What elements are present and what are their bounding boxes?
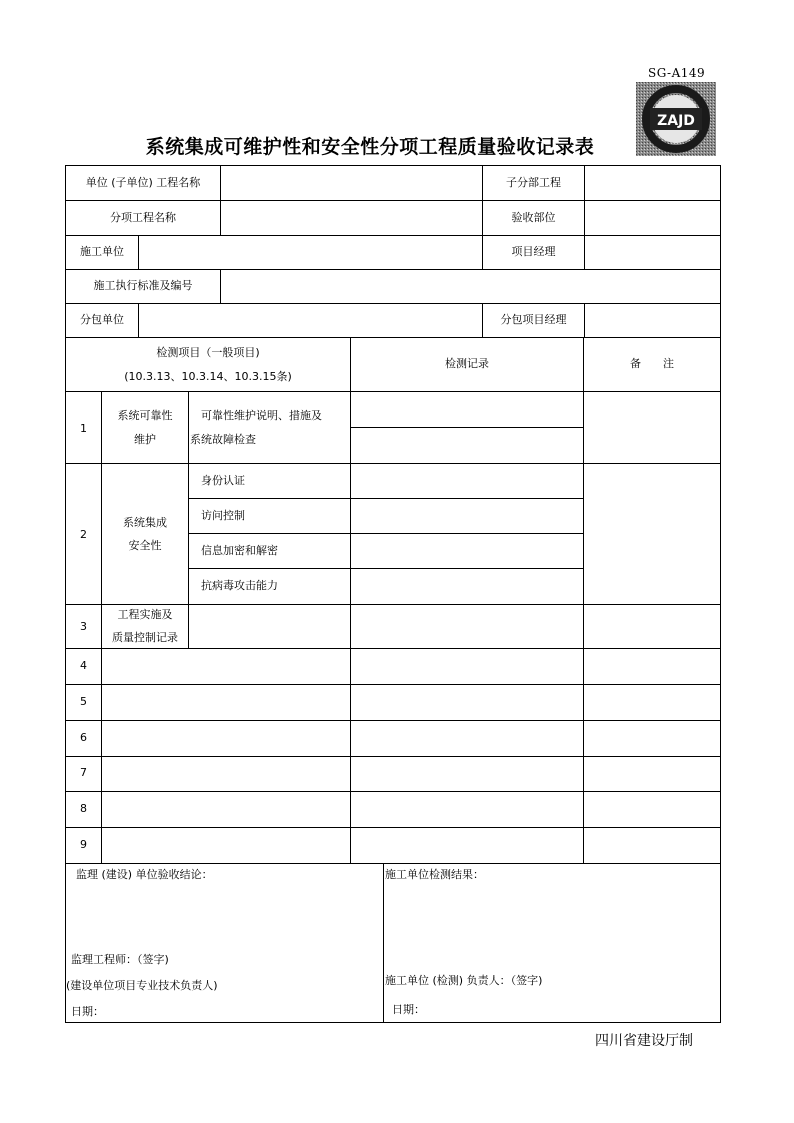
svg-text:ZAJD: ZAJD xyxy=(657,113,695,129)
construction-head-signature-label: 施工单位 (检测) 负责人：（签字) xyxy=(385,974,543,987)
row-number: 8 xyxy=(80,802,87,815)
supervisor-conclusion-title: 监理 (建设) 单位验收结论： xyxy=(76,868,213,881)
record-header: 检测记录 xyxy=(445,357,489,370)
row-number: 3 xyxy=(80,620,87,633)
sub-division-label: 子分部工程 xyxy=(506,176,561,189)
page-title: 系统集成可维护性和安全性分项工程质量验收记录表 xyxy=(145,136,595,158)
row-number: 7 xyxy=(80,766,87,779)
row-number: 1 xyxy=(80,422,87,435)
category-label: 系统可靠性 xyxy=(117,409,173,422)
row-number: 4 xyxy=(80,659,87,672)
category-label: 系统集成 xyxy=(123,516,167,529)
item-detail: 可靠性维护说明、措施及 xyxy=(201,409,322,422)
row-number: 6 xyxy=(80,731,87,744)
category-label: 工程实施及 xyxy=(117,608,173,621)
engineer-signature-label: 监理工程师：（签字) xyxy=(71,953,169,966)
item-identity-auth: 身份认证 xyxy=(201,474,245,487)
item-encryption: 信息加密和解密 xyxy=(201,544,278,557)
inspection-clauses: (10.3.13、10.3.14、10.3.15条) xyxy=(124,370,292,383)
construction-result-title: 施工单位检测结果： xyxy=(385,868,484,881)
category-label: 质量控制记录 xyxy=(112,631,178,644)
acceptance-part-label: 验收部位 xyxy=(511,211,556,224)
construction-unit-label: 施工单位 xyxy=(80,245,124,258)
standard-label: 施工执行标准及编号 xyxy=(93,279,193,292)
item-project-label: 分项工程名称 xyxy=(110,211,176,224)
item-access-control: 访问控制 xyxy=(201,509,245,522)
issuer-footer: 四川省建设厅制 xyxy=(595,1033,693,1049)
row-number: 2 xyxy=(80,528,87,541)
date-right: 日期： xyxy=(392,1003,425,1016)
row-number: 5 xyxy=(80,695,87,708)
unit-project-label: 单位 (子单位) 工程名称 xyxy=(85,176,201,189)
owner-signature-label: (建设单位项目专业技术负责人) xyxy=(66,979,218,992)
project-manager-label: 项目经理 xyxy=(511,245,556,258)
category-label: 维护 xyxy=(134,433,156,446)
item-detail: 系统故障检查 xyxy=(190,433,256,446)
row-number: 9 xyxy=(80,838,87,851)
form-code: SG-A149 xyxy=(648,66,706,80)
sub-manager-label: 分包项目经理 xyxy=(500,313,567,326)
item-antivirus: 抗病毒攻击能力 xyxy=(201,579,278,592)
subcontractor-label: 分包单位 xyxy=(80,313,124,326)
remarks-header: 备 注 xyxy=(630,357,674,370)
inspection-header: 检测项目（一般项目) xyxy=(156,346,260,359)
category-label: 安全性 xyxy=(128,539,162,552)
date-left: 日期： xyxy=(71,1005,104,1018)
